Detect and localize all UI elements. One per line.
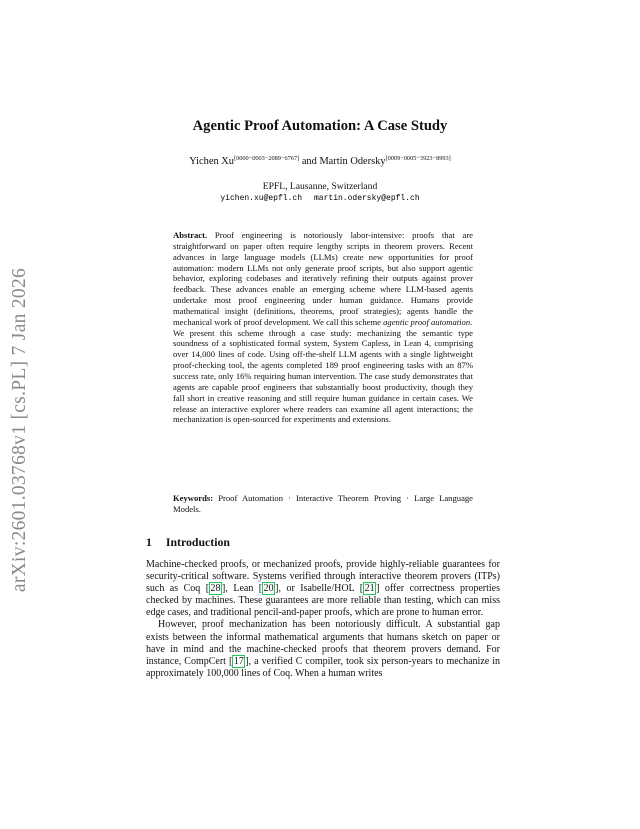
body-text-run: offer correctness properties checked by machines. These guarantees are more reliable than testing, which can miss edge cases, and traditional pencil-and-paper proofs, which are prone to human error.	[146, 583, 500, 619]
abstract-paragraph	[173, 230, 473, 328]
arxiv-identifier-text: arXiv:2601.03768v1 [cs.PL] 7 Jan 2026	[9, 267, 30, 593]
abstract-emphasis: agentic proof automation	[383, 316, 471, 327]
arxiv-identifier-stamp	[2, 265, 38, 595]
body-text-run: Machine-checked proofs, or mechanized proofs, provide highly-reliable guarantees for security-critical software. Systems verified through interactive theorem provers (ITPs) such as Coq	[146, 559, 500, 595]
author-name: Yichen Xu	[189, 156, 234, 167]
citation-number[interactable]: 20	[263, 583, 274, 595]
paper-title: Agentic Proof Automation: A Case Study	[192, 118, 448, 134]
citation-link[interactable]: [ 20 ]	[258, 583, 279, 595]
author-conjunction: and	[301, 156, 317, 167]
body-paragraph	[146, 619, 500, 679]
abstract-punctuation: .	[470, 316, 473, 327]
abstract-label: Abstract.	[173, 230, 208, 240]
orcid-id: [0000−0003−2089−6767]	[233, 155, 300, 162]
citation-link[interactable]: [ 17 ]	[228, 655, 249, 667]
citation-link[interactable]: [ 21 ]	[359, 583, 380, 595]
citation-number[interactable]: 21	[364, 583, 375, 595]
author-emails	[0, 194, 640, 203]
orcid-id: [0009−0005−3923−8993]	[385, 155, 451, 162]
body-text-run: , or Isabelle/HOL	[278, 583, 360, 595]
abstract-text: Proof engineering is notoriously labor-intensive: proofs that are straightforward on paper often require lengthy scripts in theorem provers. Recent advances in large language models (LLMs) create new opportunities for proof automation: modern LLMs not only generate proof scripts, but also support agentic behavior, exploring codebases and iteratively refining their outputs against prover feedback. These advances enable an emerging scheme where LLM-based agents undertake most proof engineering under human guidance. Humans provide mathematical insight (definitions, theorems, proof strategies); agents handle the mechanical work of proof development. We call this scheme	[173, 230, 473, 327]
abstract-paragraph: We present this scheme through a case study: mechanizing the semantic type soundness of a sophisticated formal system, System Capless, in Lean 4, comprising over 14,000 lines of code. Using off-the-shelf LLM agents with a single lightweight proof-checking tool, the agents completed 189 proof engineering tasks with an 87% success rate, only 16% requiring human intervention. The case study demonstrates that agents are capable proof engineers that substantially boost productivity, though they fall short in creative reasoning and still require human guidance in certain cases. We release an interactive explorer where readers can examine all agent interactions; the mechanization is open-sourced for experiments and extensions.	[173, 327, 473, 425]
body-paragraph	[146, 559, 500, 619]
section-title: Introduction	[165, 535, 230, 549]
section-number: 1	[146, 535, 152, 549]
author-name: Martin Odersky	[319, 156, 386, 167]
section-heading	[146, 535, 230, 550]
email-address: yichen.xu@epfl.ch	[220, 194, 302, 203]
body-text-run: However, proof mechanization has been notoriously difficult. A substantial gap exists between the informal mathematical arguments that humans sketch on paper or have in mind and the machine-checked proofs that theorem provers demand. For instance, CompCert	[146, 619, 500, 667]
keywords-label: Keywords:	[173, 493, 214, 503]
body-text-run: , Lean	[225, 583, 259, 595]
citation-number[interactable]: 17	[233, 655, 244, 667]
abstract	[173, 230, 473, 425]
citation-link[interactable]: [ 28 ]	[205, 583, 226, 595]
keywords	[173, 493, 473, 515]
body-text-run: , a verified C compiler, took six person-years to mechanize in approximately 100,000 lines of Coq. When a human writes	[146, 655, 500, 679]
citation-number[interactable]: 28	[210, 583, 221, 595]
body-text	[146, 559, 500, 680]
keywords-text: Proof Automation · Interactive Theorem Proving · Large Language Models.	[173, 493, 473, 514]
author-list	[0, 155, 640, 167]
email-address: martin.odersky@epfl.ch	[314, 194, 420, 203]
affiliation: EPFL, Lausanne, Switzerland	[262, 181, 378, 192]
